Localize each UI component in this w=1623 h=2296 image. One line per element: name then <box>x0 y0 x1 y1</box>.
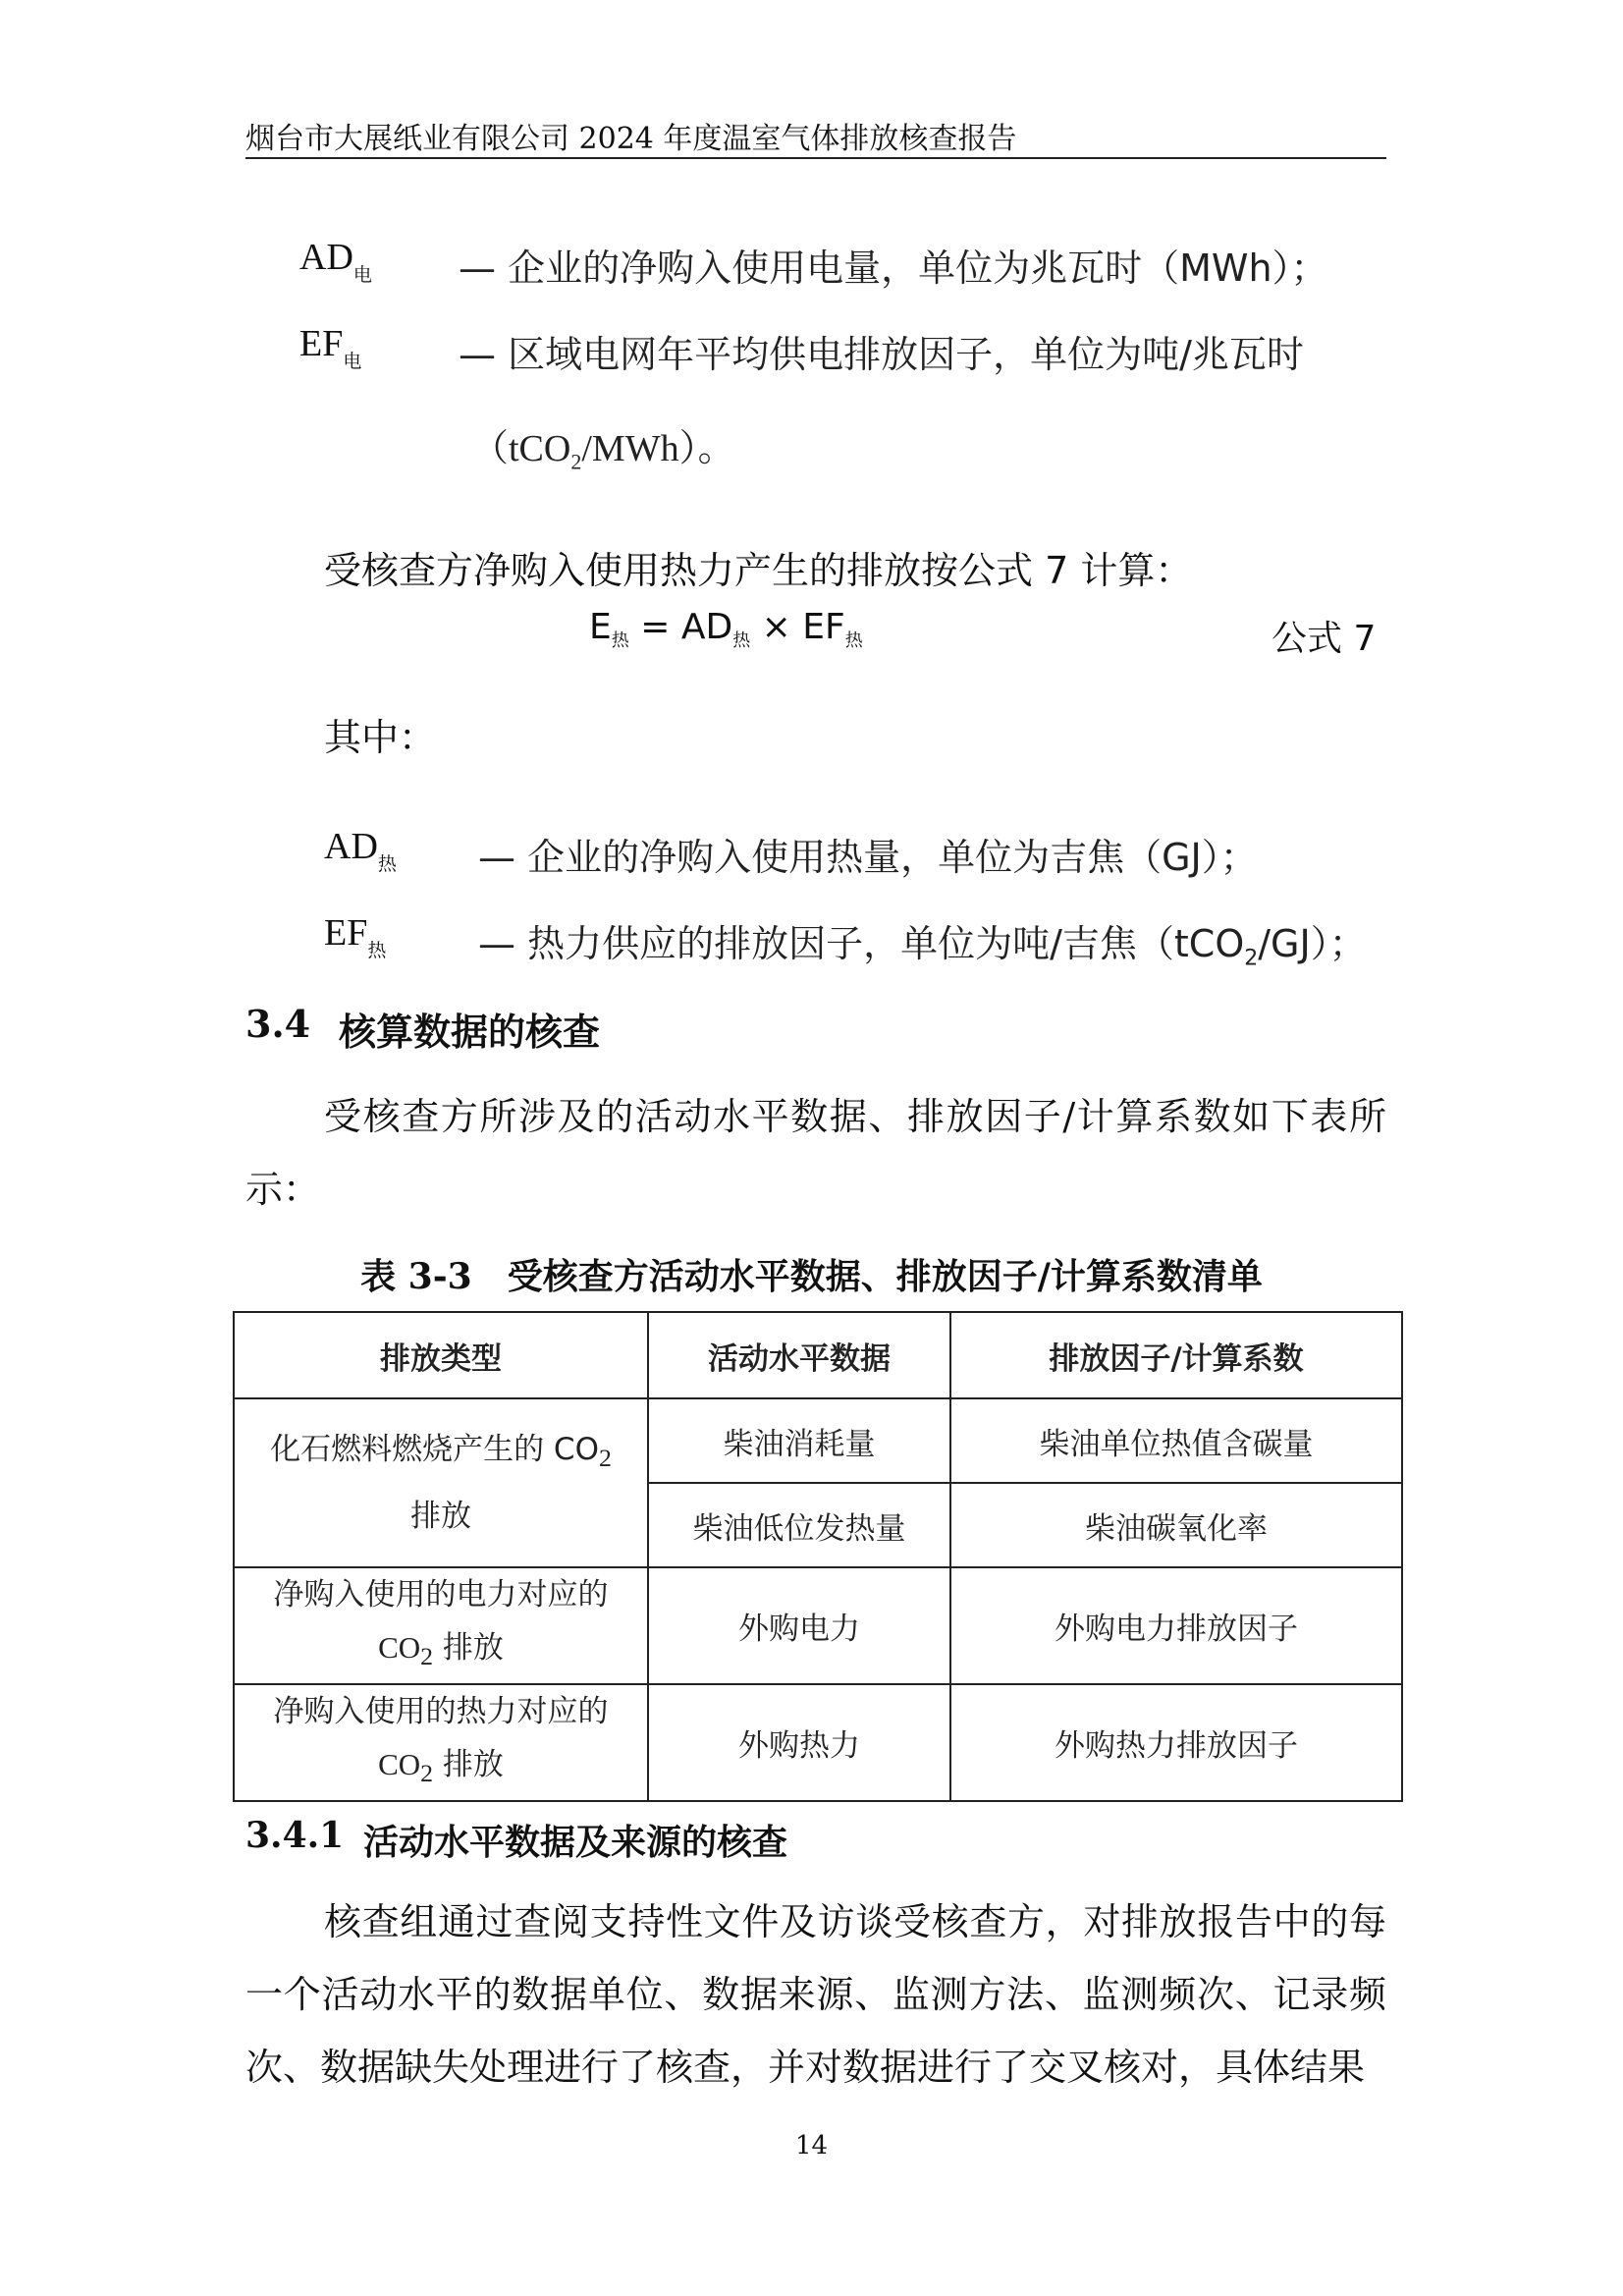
ef-electricity-unit: （tCO$_2$/MWh）。 <box>471 428 735 474</box>
ef-heat-definition: — 热力供应的排放因子，单位为吨/吉焦（tCO$_2$/GJ）； <box>478 922 1367 971</box>
section-3-4-1-number: 3.4.1 <box>245 1815 345 1856</box>
table-3-3-caption: 表 3-3 受核查方活动水平数据、排放因子/计算系数清单 <box>360 1256 1263 1297</box>
ef-electricity-definition: — 区域电网年平均供电排放因子，单位为吨/兆瓦时 <box>459 333 1304 376</box>
table-cell-factor: 柴油单位热值含碳量 <box>950 1398 1402 1483</box>
table-cell-emission-type: 净购入使用的电力对应的 $CO_2$ 排放 <box>234 1567 648 1684</box>
table-cell-activity: 柴油消耗量 <box>648 1398 950 1483</box>
ad-heat-symbol: $AD_热$ <box>324 826 397 875</box>
table-3-3 <box>233 1311 1403 1802</box>
table-cell-factor: 外购电力排放因子 <box>950 1567 1402 1684</box>
section-3-4-paragraph: 受核查方所涉及的活动水平数据、排放因子/计算系数如下表所示： <box>245 1095 1386 1211</box>
table-header-row <box>234 1312 1402 1398</box>
table-cell-activity: 外购电力 <box>648 1567 950 1684</box>
table-cell-activity: 柴油低位发热量 <box>648 1483 950 1567</box>
section-3-4-title: 核算数据的核查 <box>339 1011 601 1054</box>
page-number: 14 <box>794 2131 829 2160</box>
ad-electricity-definition: — 企业的净购入使用电量，单位为兆瓦时（MWh）； <box>459 246 1328 290</box>
table-cell-factor: 柴油碳氧化率 <box>950 1483 1402 1567</box>
section-3-4-1-title: 活动水平数据及来源的核查 <box>363 1823 788 1863</box>
table-header-cell: 排放类型 <box>234 1312 648 1398</box>
ef-heat-symbol: $EF_热$ <box>324 912 387 961</box>
table-row <box>234 1398 1402 1483</box>
heat-intro-text: 受核查方净购入使用热力产生的排放按公式 7 计算： <box>324 549 1193 592</box>
ad-heat-definition: — 企业的净购入使用热量，单位为吉焦（GJ）； <box>478 836 1258 879</box>
where-label: 其中： <box>324 716 437 759</box>
section-3-4-number: 3.4 <box>245 1002 311 1046</box>
table-cell-activity: 外购热力 <box>648 1684 950 1801</box>
table-row <box>234 1684 1402 1801</box>
formula-7: $E_热 = AD_热 \times EF_热$ <box>589 607 863 652</box>
table-cell-factor: 外购热力排放因子 <box>950 1684 1402 1801</box>
table-header-cell: 排放因子/计算系数 <box>950 1312 1402 1398</box>
page-header-title: 烟台市大展纸业有限公司 2024 年度温室气体排放核查报告 <box>245 122 1017 156</box>
ef-electricity-symbol: $EF_电$ <box>299 323 362 372</box>
table-cell-emission-type: 化石燃料燃烧产生的 $CO_2$ 排放 <box>234 1398 648 1567</box>
table-header-cell: 活动水平数据 <box>648 1312 950 1398</box>
header-rule <box>245 157 1386 159</box>
table-cell-emission-type: 净购入使用的热力对应的 $CO_2$ 排放 <box>234 1684 648 1801</box>
ad-electricity-symbol: $AD_电$ <box>299 237 372 286</box>
table-row <box>234 1567 1402 1684</box>
section-3-4-1-paragraph: 核查组通过查阅支持性文件及访谈受核查方，对排放报告中的每一个活动水平的数据单位、数据来源、监测方法、监测频次、记录频次、数据缺失处理进行了核查，并对数据进行了交叉核对，具体结果 <box>245 1900 1386 2089</box>
formula-7-label: 公式 7 <box>1271 619 1377 659</box>
